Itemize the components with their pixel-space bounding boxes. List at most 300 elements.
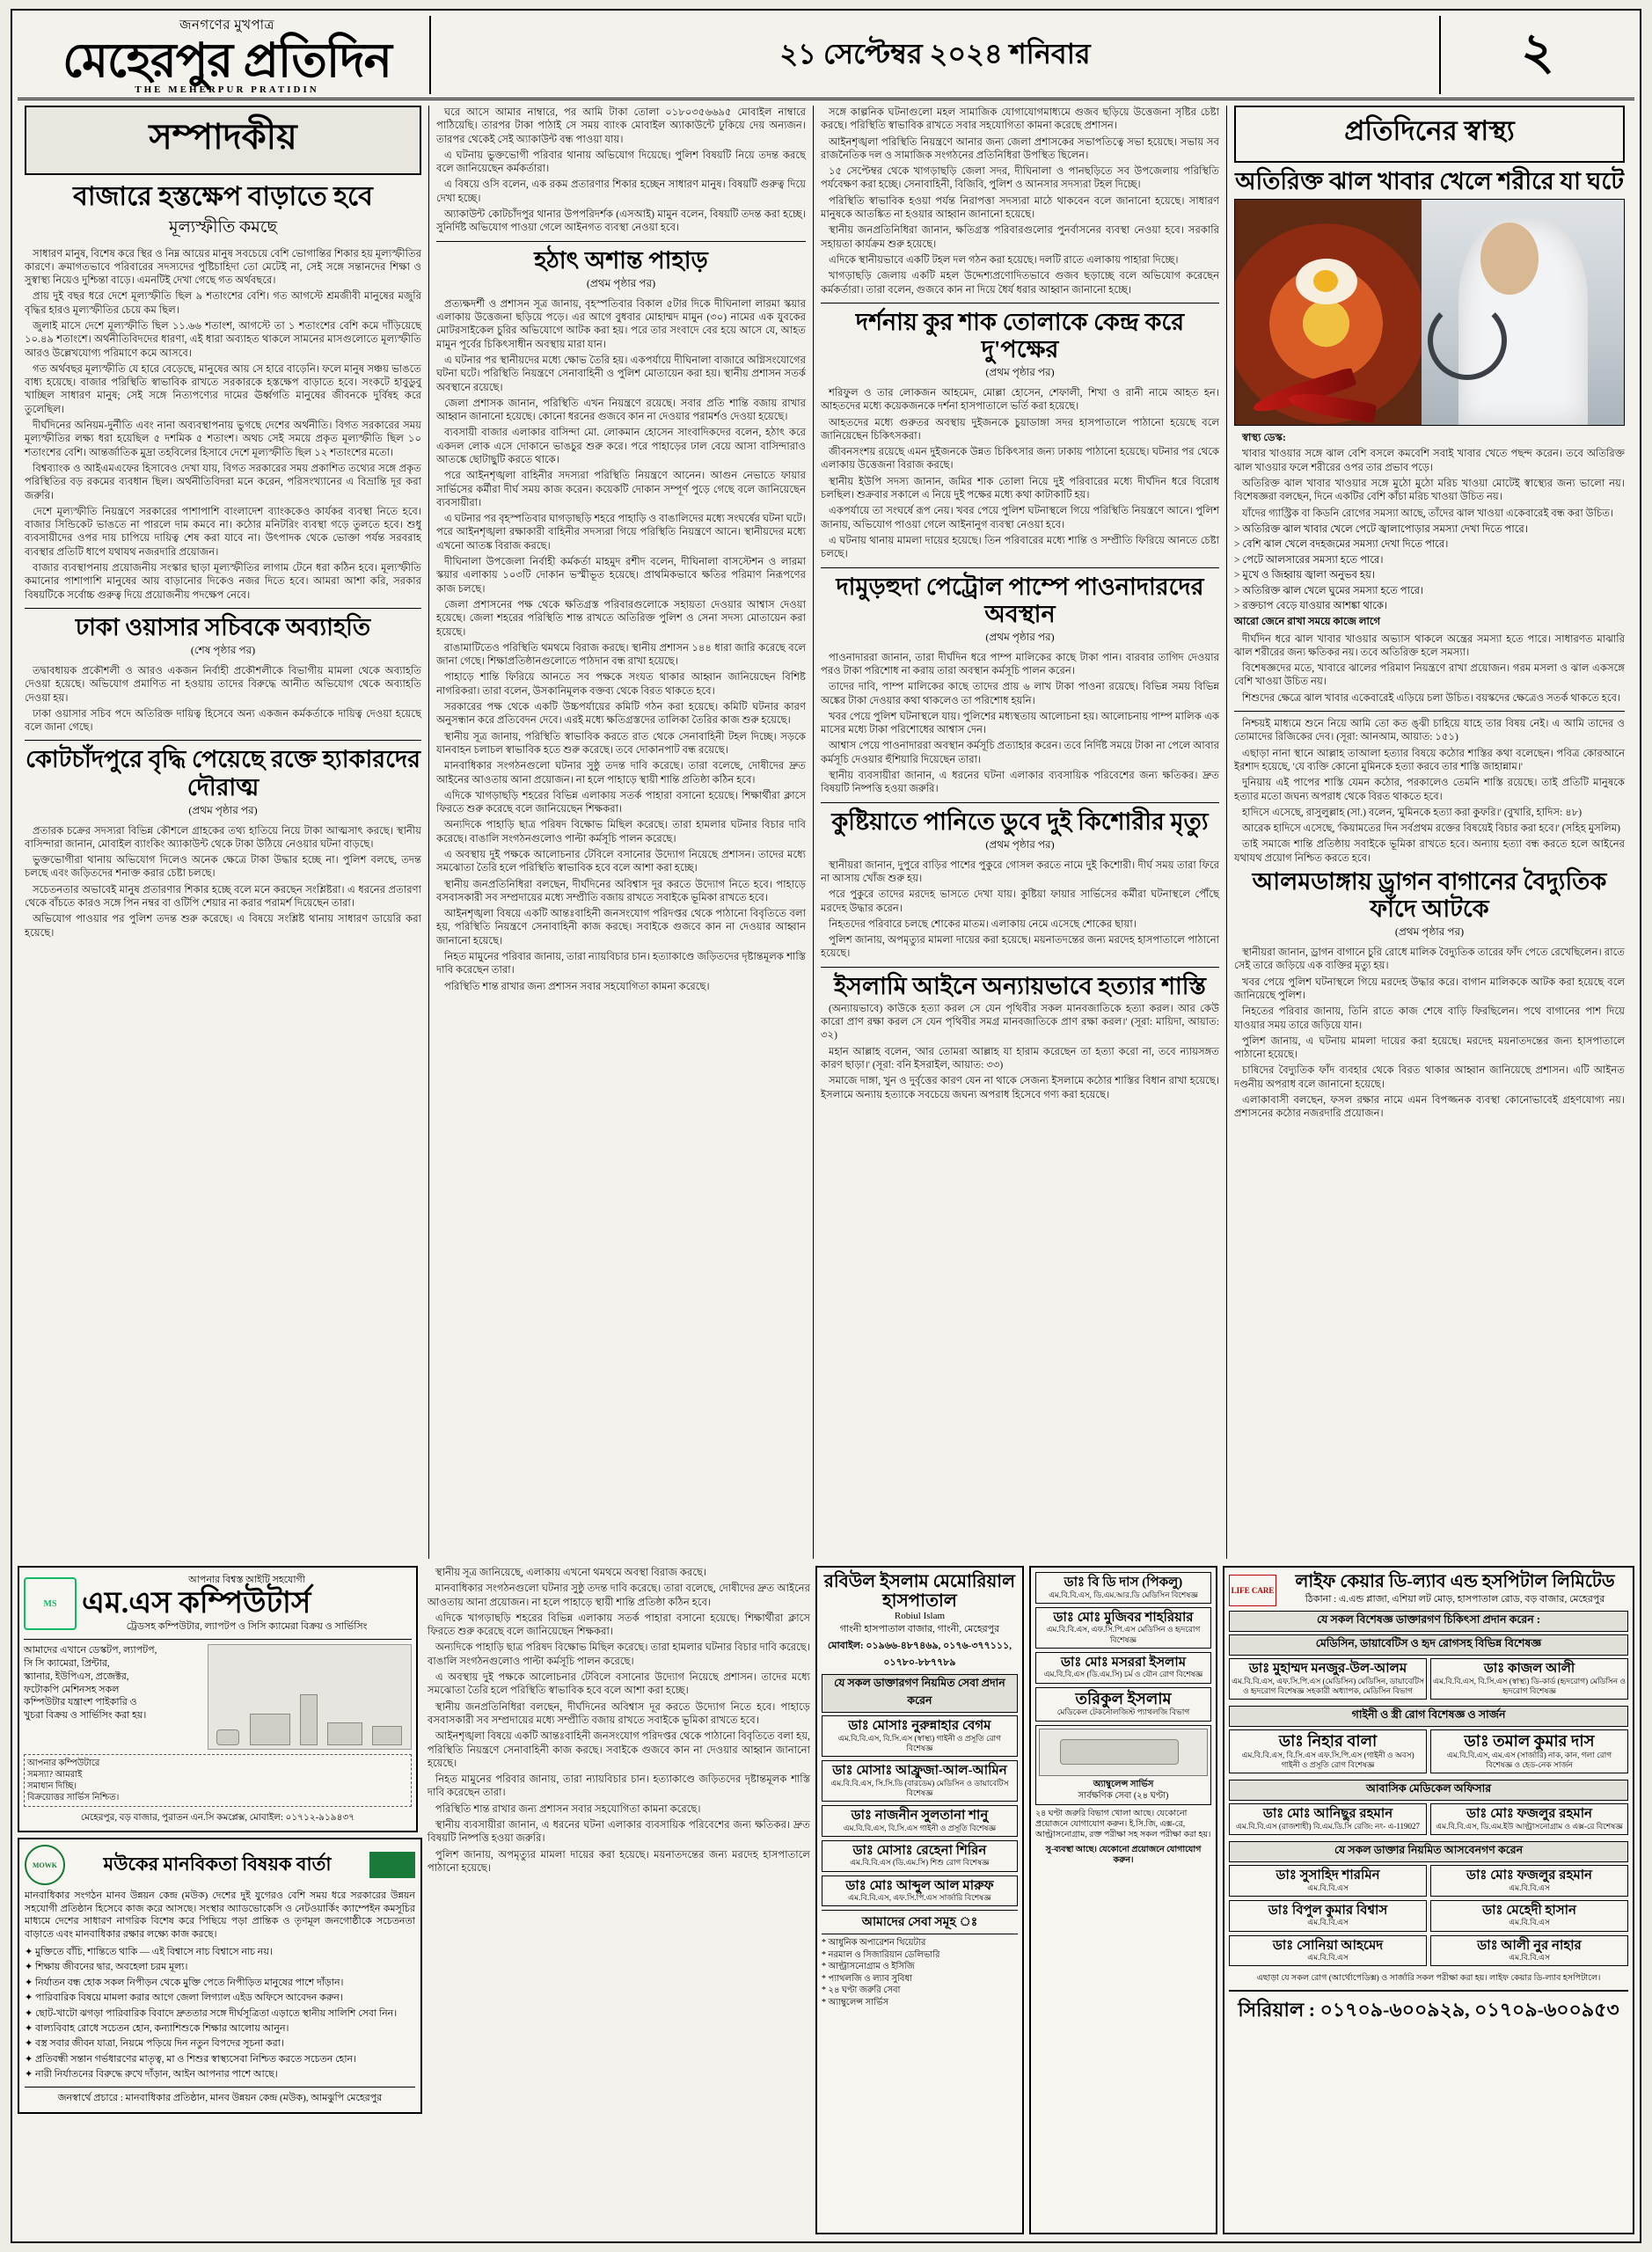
doctor-degrees: এম.বি.বি.এস (ডি.এম.সি) চর্ম ও যৌন রোগ বিশেষজ্ঞ [1043,1670,1203,1679]
bullet: > রক্তচাপ বেড়ে যাওয়ার আশঙ্কা থাকে। [1234,600,1388,612]
story-body-darshana [821,386,1219,561]
bullet: > বেশি ঝাল খেলে বদহজমের সমস্যা দেখা দিতে পারে। [1234,538,1449,551]
paragraph: আশ্বাস পেয়ে পাওনাদাররা অবস্থান কর্মসূচি প্রত্যাহার করেন। তবে নির্দিষ্ট সময়ে টাকা না পেলে আবার কর্মসূচি দেওয়ার হুঁশিয়ারি দিয়েছেন তারা। [821,740,1219,765]
doctor-card [1229,1803,1427,1835]
story-headline-kushtia: কুষ্টিয়াতে পানিতে ডুবে দুই কিশোরীর মৃত্যু [831,808,1209,835]
ad-life-care-hospital[interactable] [1223,1566,1634,2234]
paragraph: চাষিদের বৈদ্যুতিক ফাঁদ ব্যবহার থেকে বিরত থাকার আহ্বান জানিয়েছে প্রশাসন। এটি আইনত দণ্ডনীয় অপরাধ বলে জানানো হয়েছে। [1234,1064,1625,1090]
egg-icon [1296,259,1357,304]
paragraph: তদ্বাবধায়ক প্রকৌশলী ও আরও একজন নির্বাহী প্রকৌশলীকে বিভাগীয় মামলা থেকে অব্যাহতি দেওয়া হয়েছে। অভিযোগ প্রমাণিত না হওয়ায় তাদের বিরুদ্ধে আনীত অভিযোগ থেকে অব্যাহতি দেওয়া হয়। [25,664,421,704]
column-two-top [436,106,806,235]
service-item: * ২৪ ঘণ্টা জরুরি সেবা [821,1985,901,1996]
service-item: * অ্যাম্বুলেন্স সার্ভিস [821,1997,889,2007]
doctor-degrees: এম.বি.বি.এস [1307,1883,1349,1892]
paragraph: নিহতের পরিবার জানায়, তিনি রাতে কাজ শেষে বাড়ি ফিরছিলেন। পথে বাগানের পাশ দিয়ে যাওয়ার সময় তারে জড়িয়ে যান। [1234,1005,1625,1031]
line: সমাধান দিচ্ছি। [27,1781,77,1791]
masthead-tagline: জনগণের মুখপাত্র [179,18,275,33]
ambulance-note: সার্বক্ষণিক সেবা (২৪ ঘণ্টা) [1078,1790,1169,1801]
masthead-title: মেহেরপুর প্রতিদিন [62,34,391,87]
doctor-name: ডাঃ মোসাঃ নুরুন্নাহার বেগম [848,1719,991,1733]
doctor-degrees: এম.বি.বি.এস, এফ.সি.পি.এস (মেডিসিন) মেডিসিন, ডায়াবেটিস ও হৃদরোগ বিশেষজ্ঞ সহকারী অধ্যাপক, মেডিসিন বিভাগ [1232,1676,1424,1695]
continued-label: (প্রথম পৃষ্ঠার পর) [985,365,1055,378]
paragraph: পাওনাদাররা জানান, তারা দীর্ঘদিন ধরে পাম্প মালিকের কাছে টাকা পান। বারবার তাগিদ দেওয়ার পরও টাকা পরিশোধ না করায় তারা অবস্থান কর্মসূচি পালন করেন। [821,651,1219,676]
divider [24,1639,412,1640]
line: ফটোকপি মেশিনসহ সকল [24,1684,120,1695]
health-body-2 [1234,632,1625,705]
computer-products-illustration [208,1644,412,1750]
masthead-date: ২১ সেপ্টেম্বর ২০২৪ শনিবার [431,16,1441,94]
paragraph: মানবাধিকার সংগঠনগুলো ঘটনার সুষ্ঠু তদন্ত দাবি করেছে। তারা বলেছে, দোষীদের দ্রুত আইনের আওতায় আনা প্রয়োজন। না হলে পাহাড়ে স্থায়ী শান্তি প্রতিষ্ঠা কঠিন হবে। [436,760,806,786]
paragraph: হাদিসে এসেছে, রাসুলুল্লাহ (সা.) বলেন, 'মুমিনকে হত্যা করা কুফরি।' (বুখারি, হাদিস: ৪৮) [1242,806,1583,818]
paragraph: এছাড়া নানা স্থানে আল্লাহ তাআলা হত্যার বিষয়ে কঠোর শাস্তির কথা বলেছেন। পবিত্র কোরআনে ইরশাদ হয়েছে, 'যে ব্যক্তি কোনো মুমিনকে হত্যা করবে তার শাস্তি জাহান্নাম।' [1234,747,1625,772]
line: খুচরা বিক্রয় ও সার্ভিসিং করা হয়। [24,1710,147,1722]
doctor-degrees: এম.বি.বি.এস, বি.সি.এস (স্বাস্থ্য) ডি-কার্ড (হৃদরোগ) মেডিসিন ও হৃদরোগ বিশেষজ্ঞ [1433,1676,1626,1695]
point: ✦ বাল্যবিবাহ রোধে সচেতন হোন, কন্যাশিশুকে শিক্ষার আলোয় আনুন। [25,2022,289,2034]
paragraph: এ অবস্থায় দুই পক্ষকে আলোচনার টেবিলে বসানোর উদ্যোগ নিয়েছে প্রশাসন। তাদের মধ্যে সমঝোতা তৈরি হলে পরিস্থিতি স্বাভাবিক হবে বলে আশা করা হচ্ছে। [427,1671,810,1697]
paragraph: পুলিশ জানায়, অপমৃত্যুর মামলা দায়ের করা হয়েছে। ময়নাতদন্তের জন্য মরদেহ হাসপাতালে পাঠানো হয়েছে। [427,1848,810,1874]
editorial-body [25,247,421,602]
ad-ms-computers[interactable] [18,1566,418,1832]
column-health [1227,106,1632,1559]
continued-label: (প্রথম পৃষ্ঠার পর) [1394,925,1465,939]
ambulance-title: অ্যাম্বুলেন্স সার্ভিস [1093,1779,1154,1789]
paragraph: দীর্ঘদিন ধরে ঝাল খাবার খাওয়ার অভ্যাস থাকলে অন্ত্রের সমস্যা হতে পারে। সাধারণত মাঝারি ঝাল শরীরের জন্য ক্ষতিকর নয়। তবে অতিরিক্ত হলে সমস্যা। [1234,632,1625,658]
ad-subtitle: ট্রেডসহ কম্পিউটার, ল্যাপটপ ও সিসি ক্যামেরা বিক্রয় ও সার্ভিসিং [126,1621,368,1632]
life-care-logo-icon [1229,1575,1276,1606]
paragraph: সমাজে দাঙ্গা, খুন ও দুর্বৃত্তের কারণ যেন না থাকে সেজন্য ইসলামে কঠোর শাস্তির বিধান রাখা হয়েছে। ইসলামে অন্যায় হত্যাকে সবচেয়ে জঘন্য অপরাধ হিসেবে গণ্য করা হয়েছে। [821,1075,1219,1100]
ad-phone[interactable]: মোবাইল: ০১৯৬৬-৪৮৭৪৬৯, ০১৭৬-৩৭৭১১১, ০১৭৮০-৮৮৭৭৮৯ [827,1641,1012,1668]
paragraph: প্রায় দুই বছর ধরে দেশে মূল্যস্ফীতি ছিল ৯ শতাংশের বেশি। গত আগস্টে শ্রমজীবী মানুষের মজুরি বৃদ্ধির হারও মূল্যস্ফীতির চেয়ে কম ছিল। [25,290,421,316]
paragraph: ব্যবসায়ী বাজার এলাকার বাসিন্দা মো. লোকমান হোসেন সাংবাদিকদের বলেন, হঠাৎ করে একদল লোক এসে দোকানে ভাঙচুর শুরু করে। পরে পাহাড়ের ঢাল বেয়ে আসা বাসিন্দারাও আতঙ্কে ছোটাছুটি করতে থাকে। [436,427,806,465]
paragraph: পুলিশ জানায়, অপমৃত্যুর মামলা দায়ের করা হয়েছে। ময়নাতদন্তের জন্য মরদেহ হাসপাতালে পাঠানো হয়েছে। [821,934,1219,960]
service-item: * প্যাথলজি ও ল্যাব সুবিধা [821,1973,912,1984]
paragraph: যাঁদের গ্যাস্ট্রিক বা কিডনি রোগের সমস্যা আছে, তাঁদের ঝাল খাওয়া একেবারেই বন্ধ করা উচিত। [1242,507,1614,519]
ambulance-body: ২৪ ঘণ্টা জরুরি বিভাগ খোলা আছে। যেকোনো প্রয়োজনে যোগাযোগ করুন। ই.সি.জি, এক্স-রে, আল্ট্রাসনোগ্রাম, রক্ত পরীক্ষা সহ সকল পরীক্ষা করা হয়। [1034,1809,1211,1840]
continued-label: (প্রথম পৃষ্ঠার পর) [985,837,1055,851]
paragraph: তাদের দাবি, পাম্প মালিকের কাছে তাদের প্রায় ৬ লাখ টাকা পাওনা রয়েছে। বিভিন্ন সময় বিভিন্ন অঙ্কের টাকা দেওয়ার কথা থাকলেও তা পরিশোধ হয়নি। [821,681,1219,706]
doctor-degrees: এম.বি.বি.এস, ডি.এম.ইউ আল্ট্রাসনোগ্রাম ও এক্স-রে বিশেষজ্ঞ [1436,1821,1623,1831]
paragraph: রাঙামাটিতেও পরিস্থিতি থমথমে বিরাজ করছে। স্থানীয় প্রশাসন ১৪৪ ধারা জারি করেছে বলে জানা গেছে। শিক্ষাপ্রতিষ্ঠানগুলোতে পাঠদান বন্ধ রাখা হয়েছে। [436,641,806,668]
paragraph: এ ঘটনায় থানায় মামলা দায়ের হয়েছে। তিন পরিবারের মধ্যে শান্তি ও সম্প্রীতি ফিরিয়ে আনতে চেষ্টা চলছে। [821,534,1219,560]
paragraph: এ অবস্থায় দুই পক্ষকে আলোচনার টেবিলে বসানোর উদ্যোগ নিয়েছে প্রশাসন। তাদের মধ্যে সমঝোতা তৈরি হলে পরিস্থিতি স্বাভাবিক হবে বলে আশা করা হচ্ছে। [436,849,806,874]
story-body-hacker [25,824,421,940]
article-columns [18,106,1634,1559]
doctor-degrees: এম.বি.বি.এস (ডি.এম.সি) শিশু রোগ বিশেষজ্ঞ [850,1858,990,1868]
paragraph: বিশেষজ্ঞদের মতে, খাবারে ঝালের পরিমাণ নিয়ন্ত্রণে রাখা প্রয়োজন। গরম মসলা ও ঝাল একসঙ্গে বেশি খাওয়া উচিত নয়। [1234,662,1625,688]
health-bullets [1234,523,1625,629]
group-head-2: গাইনী ও স্ত্রী রোগ বিশেষজ্ঞ ও সার্জন [1229,1706,1628,1727]
line: সি সি ক্যামেরা, প্রিন্টার, [24,1657,110,1669]
bullet: > অতিরিক্ত ঝাল খাবার খেলে পেটে জ্বালাপোড়ার সমস্যা দেখা দিতে পারে। [1234,523,1528,535]
ad-robiul-hospital-doctors-2[interactable] [1029,1566,1217,2234]
point: ✦ শিক্ষায় জীবনের দ্বার, অবহেলা চরম মূল্য। [25,1962,188,1973]
ad-points [25,1946,415,2082]
divider [1234,711,1625,712]
doctor-card [1229,1900,1427,1932]
paragraph: (অন্যায়ভাবে) কাউকে হত্যা করল সে যেন পৃথিবীর সকল মানবজাতিকে হত্যা করল। আর কেউ কারো প্রাণ রক্ষা করল সে যেন পৃথিবীর সমগ্র মানবজাতিকে প্রাণ রক্ষা করল।' (সূরা: মায়িদা, আয়াত: ৩২) [821,1002,1219,1042]
ad-tagline: আপনার বিশ্বস্ত আইটি সহযোগী [188,1575,305,1585]
point: ✦ মুক্তিতে বাঁচি, শান্তিতে থাকি — এই বিশ্বাসে নাচ বিশ্বাসে নাচ নয়। [25,1946,273,1957]
paragraph: মানবাধিকার সংগঠনগুলো ঘটনার সুষ্ঠু তদন্ত দাবি করেছে। তারা বলেছে, দোষীদের দ্রুত আইনের আওতায় আনা প্রয়োজন। না হলে পাহাড়ে স্থায়ী শান্তি প্রতিষ্ঠা কঠিন হবে। [427,1583,810,1608]
paragraph: দেশে মূল্যস্ফীতি নিয়ন্ত্রণে সরকারের পাশাপাশি বাংলাদেশ ব্যাংককেও কার্যকর ব্যবস্থা নিতে হবে। বাজার সিন্ডিকেট ভাঙতে না পারলে দাম কমবে না। কঠোর মনিটরিং ব্যবস্থা গড়ে তুলতে হবে। শুধু ব্যবসায়ীদের ওপর দায় চাপিয়ে দায়িত্ব শেষ করা যাবে না। উৎপাদক থেকে ভোক্তা পর্যন্ত সরবরাহ ব্যবস্থার প্রতিটি ধাপে যথাযথ নজরদারি প্রয়োজন। [25,505,421,558]
ad-robiul-hospital[interactable] [815,1566,1024,2234]
column-three-top [821,106,1219,296]
continued-label: (প্রথম পৃষ্ঠার পর) [586,276,656,289]
doctor-name: তরিকুল ইসলাম [1075,1689,1172,1707]
doctor-degrees: এম.বি.বি.এস, এফ.সি.পি.এস মেডিসিন ও হৃদরোগ বিশেষজ্ঞ [1046,1625,1201,1644]
service-item: * আল্ট্রাসনোগ্রাম ও ইসিজি [821,1962,915,1972]
story-headline-hacker: কোটচাঁদপুরে বৃদ্ধি পেয়েছে রক্তে হ্যাকারদের দৌরাত্ম [25,746,421,801]
paragraph: স্থানীয় ব্যবসায়ীরা জানান, এ ধরনের ঘটনা এলাকার ব্যবসায়িক পরিবেশের জন্য ক্ষতিকর। দ্রুত বিষয়টি নিষ্পত্তি হওয়া জরুরি। [821,769,1219,795]
ad-serial-number[interactable]: সিরিয়াল : ০১৭০৯-৬০০৯২৯, ০১৭০৯-৬০০৯৫৩ [1229,1990,1628,2028]
paragraph: খাগড়াছড়ি জেলায় একটি মহল উদ্দেশ্যপ্রণোদিতভাবে গুজব ছড়াচ্ছে বলে অভিযোগ করেছেন কর্মকর্তারা। তারা বলেন, গুজবে কান না দিয়ে ধৈর্য ধরার আহ্বান জানানো হচ্ছে। [821,270,1219,296]
doctor-card [1229,1935,1427,1967]
masthead [18,16,1634,100]
paragraph: গত অর্থবছর মূল্যস্ফীতি যে হারে বেড়েছে, মানুষের আয় সে হারে বাড়েনি। ফলে মানুষ সঞ্চয় ভাঙতে বাধ্য হয়েছে। বাজার পরিস্থিতি স্বাভাবিক রাখতে সরকারকে হস্তক্ষেপ বাড়াতে হবে। সংকটে হাবুডুবু খাচ্ছিল সাধারণ মানুষ; সেই সঙ্গে নিত্যপণ্যের দামের ঊর্ধ্বগতি মানুষের জীবনকে দুর্বিষহ করে তুলেছিল। [25,362,421,415]
doctor-degrees: এম.বি.বি.এস [1509,1918,1550,1927]
paragraph: সচেতনতার অভাবেই মানুষ প্রতারণার শিকার হচ্ছে বলে মনে করছেন সংশ্লিষ্টরা। এ ধরনের প্রতারণা থেকে বাঁচতে কারও সঙ্গে পিন নম্বর বা ওটিপি শেয়ার না করার পরামর্শ দিয়েছেন তারা। [25,883,421,910]
line: সমস্যা? আমরাই [27,1770,83,1780]
ad-title: মউকের মানবিকতা বিষয়ক বার্তা [103,1853,332,1875]
health-banner: প্রতিদিনের স্বাস্থ্য [1234,106,1625,163]
ad-header [1229,1572,1628,1608]
health-byline: স্বাস্থ্য ডেস্ক: [1242,432,1286,444]
doctor-name: ডাঃ সুসাহিদ শারমিন [1276,1868,1380,1883]
ad-product-list [24,1644,202,1750]
divider [821,967,1219,968]
line: আমাদের এখানে ডেস্কটপ, ল্যাপটপ, [24,1645,157,1656]
doctor-name: ডাঃ তমাল কুমার দাস [1464,1732,1595,1750]
paragraph: অ্যাকাউন্ট কোটচাঁদপুর থানার উপপরিদর্শক (এসআই) মামুন বলেন, বিষয়টি তদন্ত করা হচ্ছে। সুনির্দিষ্ট অভিযোগ পাওয়া গেলে আইনগত ব্যবস্থা নেওয়া হবে। [436,208,806,234]
paragraph: এ ঘটনার পর বৃহস্পতিবার ঘাগড়াছড়ি শহরে পাহাড়ি ও বাঙালিদের মধ্যে সংঘর্ষের ঘটনা ঘটে। পরে আইনশৃঙ্খলা রক্ষাকারী বাহিনীর সদস্যরা গিয়ে পরিস্থিতি নিয়ন্ত্রণে আনে। স্থানীয়দের মধ্যে এখনো আতঙ্ক বিরাজ করছে। [436,513,806,552]
ad-header [24,1572,412,1635]
doctor-card [1430,1803,1628,1835]
column-two-continuation [428,1566,810,2234]
editorial-banner: সম্পাদকীয় [25,106,421,175]
doctor-card [822,1875,1018,1907]
paragraph: পরিস্থিতি স্বাভাবিক হওয়া পর্যন্ত নিরাপত্তা সদস্যরা মাঠে থাকবেন বলে জানানো হয়েছে। সাধারণ মানুষকে আতঙ্কিত না হওয়ার আহ্বান জানানো হয়েছে। [821,194,1219,221]
paragraph: খাবার খাওয়ার সঙ্গে ঝাল বেশি বসলে কমবেশি সবাই খাবার খেতে পছন্দ করেন। তবে অতিরিক্ত ঝাল খাওয়ার ফলে শরীরের ওপর তার প্রভাব পড়ে। [1234,448,1625,473]
paragraph: স্থানীয় জনপ্রতিনিধিরা বলছেন, দীর্ঘদিনের অবিশ্বাস দূর করতে উদ্যোগ নিতে হবে। পাহাড়ে বসবাসকারী সব সম্প্রদায়ের মধ্যে সম্প্রীতি বজায় রাখতে সবাইকে ভূমিকা রাখতে হবে। [436,878,806,903]
ambulance-icon [1039,1729,1208,1776]
paragraph: আইনশৃঙ্খলা বিষয়ে একটি আন্তঃবাহিনী জনসংযোগ পরিদপ্তর থেকে পাঠানো বিবৃতিতে বলা হয়, পরিস্থিতি নিয়ন্ত্রণে সেনাবাহিনী কাজ করছে। সবাইকে গুজবে কান না দেওয়ার আহ্বান জানানো হয়েছে। [436,908,806,947]
doctor-degrees: এম.বি.বি.এস, ডি.এম.আর.ডি মেডিসিন বিশেষজ্ঞ [1049,1590,1198,1599]
divider [25,608,421,609]
paragraph: আইনশৃঙ্খলা পরিস্থিতি নিয়ন্ত্রণে আনার জন্য জেলা প্রশাসকের সভাপতিত্বে সভা হয়েছে। সভায় সব রাজনৈতিক দল ও সামাজিক সংগঠনের প্রতিনিধিরা উপস্থিত ছিলেন। [821,135,1219,161]
editorial-subhead: মূল্যস্ফীতি কমছে [169,217,277,237]
paragraph: স্থানীয় জনপ্রতিনিধিরা জানান, ক্ষতিগ্রস্ত পরিবারগুলোর পুনর্বাসনের ব্যবস্থা নেওয়া হবে। সরকারি সহায়তা কার্যক্রম শুরু হয়েছে। [821,224,1219,250]
doctor-degrees: এম.বি.বি.এস (রাজশাহী) বি.এম.ডি.সি রেজি: নং- এ-119027 [1236,1821,1421,1831]
doctor-card [1430,1865,1628,1897]
paragraph: একপর্যায়ে তা সংঘর্ষে রূপ নেয়। খবর পেয়ে পুলিশ ঘটনাস্থলে গিয়ে পরিস্থিতি নিয়ন্ত্রণে আনে। পুলিশ জানায়, অভিযোগ পাওয়া গেলে আইনানুগ ব্যবস্থা নেওয়া হবে। [821,505,1219,530]
paragraph: জেলা প্রশাসনের পক্ষ থেকে ক্ষতিগ্রস্ত পরিবারগুলোকে সহায়তা দেওয়ার আশ্বাস দেওয়া হয়েছে। জেলা শহরের পরিস্থিতি শান্ত রাখতে অতিরিক্ত পুলিশ ও সেনা সদস্য মোতায়েন করা হয়েছে। [436,598,806,638]
paragraph: সঙ্গে কাল্পনিক ঘটনাগুলো মহল সামাজিক যোগাযোগমাধ্যমে গুজব ছড়িয়ে উত্তেজনা সৃষ্টির চেষ্টা করছে। পরিস্থিতি স্বাভাবিক রাখতে সবার সহযোগিতা কামনা করেছে প্রশাসন। [821,106,1219,132]
story-body-islam-law [821,1002,1219,1101]
ad-services-head: আমাদের সেবা সমূহ ঃ [822,1910,1018,1934]
service-item: * আধুনিক অপারেশন থিয়েটার [821,1938,926,1949]
column-two [429,106,814,1559]
doctor-card [1035,1572,1211,1604]
paragraph: দীঘিনালা উপজেলা নির্বাহী কর্মকর্তা মাহমুদ রশীদ বলেন, দীঘিনালা বাসস্টেশন ও লারমা স্কয়ার এলাকায় ১০৩টি দোকান ভস্মীভূত হয়েছে। প্রাথমিকভাবে ক্ষতির পরিমাণ নিরূপণের কাজ চলছে। [436,556,806,595]
doctor-name: ডাঃ মোসাঃ আফ্রুজা-আল-আমিন [832,1764,1007,1778]
doctor-name: ডাঃ নিহার বালা [1278,1732,1378,1750]
paragraph: নিহত মামুনের পরিবার জানায়, তারা ন্যায়বিচার চান। হত্যাকাণ্ডে জড়িতদের দৃষ্টান্তমূলক শাস্তি দাবি করেছেন তারা। [436,951,806,976]
doctor-card [822,1715,1018,1757]
paragraph: বিশ্বব্যাংক ও আইএমএফের হিসাবেও দেখা যায়, বিগত সরকারের সময় প্রকাশিত তথ্যের সঙ্গে প্রকৃত পরিস্থিতির বড় রকমের ব্যবধান ছিল। অর্থনীতিবিদরা মনে করেন, পরিসংখ্যানের এ বিভ্রান্তি দূর করা জরুরি। [25,462,421,501]
divider [25,740,421,741]
line: কম্পিউটার যন্ত্রাংশ পাইকারি ও [24,1697,137,1708]
doctor-card [822,1760,1018,1802]
doctor-grid-2 [1229,1729,1628,1777]
paragraph: বাজার ব্যবস্থাপনায় প্রয়োজনীয় সংস্কার ছাড়া মূল্যস্ফীতির লাগাম টেনে ধরা কঠিন হবে। মূল্যস্ফীতি কমানোর পাশাপাশি মানুষের আয় বাড়ানোর দিকেও নজর দিতে হবে। আমরা আশা করি, সরকার বিষয়টিকে সর্বোচ্চ গুরুত্ব দিয়ে প্রয়োজনীয় পদক্ষেপ নেবে। [25,562,421,601]
doctor-card [1430,1658,1628,1700]
editorial-headline: বাজারে হস্তক্ষেপ বাড়াতে হবে [73,182,373,211]
paragraph: প্রত্যক্ষদর্শী ও প্রশাসন সূত্র জানায়, বৃহস্পতিবার বিকাল ৫টার দিকে দীঘিনালা লারমা স্কয়ার এলাকায় উত্তেজনা ছড়িয়ে পড়ে। এর আগে বুধবার মোহাম্মদ মামুন (৩০) নামের এক যুবকের মোটরসাইকেল চুরির অভিযোগে আটক করা হয়। পরে তার সংবাদে বের হয়ে আসে যে, আহত মামুন পূর্বের চিকিৎসাধীন অবস্থায় মারা যান। [436,297,806,350]
paragraph: অন্যদিকে পাহাড়ি ছাত্র পরিষদ বিক্ষোভ মিছিল করেছে। তারা হামলার ঘটনার বিচার দাবি করেছে। বাঙালি সংগঠনগুলোও পাল্টা কর্মসূচি পালন করেছে। [427,1641,810,1667]
doctor-card [822,1840,1018,1872]
doctor-degrees: এম.বি.বি.এস, বি.সি.এস গাইনী ও প্রসূতি বিশেষজ্ঞ [843,1823,997,1832]
chili-icon [1287,389,1377,423]
advertisement-row [18,1566,1634,2234]
ad-callout [24,1754,412,1807]
doctor-card [1229,1658,1427,1700]
paragraph: জীবনসংশয় রয়েছে এমন দুইজনকে উন্নত চিকিৎসার জন্য ঢাকায় পাঠানো হয়েছে। ঘটনার পর থেকে এলাকায় উত্তেজনা বিরাজ করছে। [821,446,1219,472]
point: ✦ প্রতিবন্ধী সন্তান গর্ভধারণের মাতৃত্ব, মা ও শিশুর স্বাস্থ্যসেবা নিশ্চিত করতে সচেতন হোন। [25,2053,357,2065]
spicy-food-image [1235,200,1437,425]
page-number: ২ [1521,23,1554,80]
ad-section-head: যে সকল বিশেষজ্ঞ ডাক্তারগণ চিকিৎসা প্রদান করেন : [1229,1611,1628,1632]
doctor-card [822,1805,1018,1837]
ad-address: গাংনী হাসপাতাল বাজার, গাংনী, মেহেরপুর [839,1624,1000,1634]
paragraph: শিশুদের ক্ষেত্রে ঝাল খাবার একেবারেই এড়িয়ে চলা উচিত। বয়স্কদের ক্ষেত্রেও সতর্ক থাকতে হবে। [1242,691,1621,704]
paragraph: ঢাকা ওয়াসার সচিব পদে অতিরিক্ত দায়িত্ব হিসেবে অন্য একজন কর্মকর্তাকে দায়িত্ব দেওয়া হয়েছে বলে জানা গেছে। [25,707,421,734]
paragraph: অতিরিক্ত ঝাল খাবার খাওয়ার সঙ্গে মুঠো মুঠো মরিচ খাওয়া মোটেই স্বাস্থ্যের জন্য ভালো নয়। বিশেষজ্ঞরা বলছেন, দিনে একটির বেশি কাঁচা মরিচ খাওয়া উচিত নয়। [1234,477,1625,503]
doctor-degrees: এম.বি.বি.এস, সি.সি.ডি (বারডেম) মেডিসিন ও ডায়াবেটিস বিশেষজ্ঞ [830,1778,1009,1797]
paragraph: তাই সমাজে শান্তি প্রতিষ্ঠায় সবাইকে ভূমিকা রাখতে হবে। অন্যায় হত্যা বন্ধ করতে হলে আইনের যথাযথ প্রয়োগ নিশ্চিত করতে হবে। [1234,838,1625,864]
ad-contact[interactable]: মেহেরপুর, বড় বাজার, পুরাতন এন.সি কমপ্লেক্স, মোবাইল: ০১৭১২-৯১৯৪৩৭ [80,1813,355,1823]
paragraph: নিহতদের পরিবারে চলছে শোকের মাতম। এলাকায় নেমে এসেছে শোকের ছায়া। [829,918,1137,930]
paragraph: পাহাড়ে শান্তি ফিরিয়ে আনতে সব পক্ষকে সংযত থাকার আহ্বান জানিয়েছেন বিশিষ্ট নাগরিকরা। তারা বলেন, উসকানিমূলক বক্তব্য থেকে বিরত থাকতে হবে। [436,671,806,697]
mowk-badge-icon [369,1852,415,1878]
point: ✦ পারিবারিক বিষয়ে মামলা করার আগে জেলা লিগ্যাল এইড অফিসে আবেদন করুন। [25,1992,343,2004]
column-three [814,106,1227,1559]
point: ✦ ছোট-খাটো ঝগড়া পারিবারিক বিবাদে দ্রুততার সঙ্গে দীর্ঘসূত্রিতা এড়াতে স্থানীয় সালিশি সেবা নিন। [25,2007,398,2019]
paragraph: জুলাই মাসে দেশে মূল্যস্ফীতি ছিল ১১.৬৬ শতাংশ, আগস্টে তা ১ শতাংশের বেশি কমে দাঁড়িয়েছে ১০.৪৯ শতাংশে। অর্থনীতিবিদদের ধারণা, এই ধারা অব্যাহত থাকলে সামনের মাসগুলোতে মূল্যস্ফীতি আরও উল্লেখযোগ্য পরিমাণে কমে আসবে। [25,319,421,359]
continued-label: (শেষ পৃষ্ঠার পর) [190,643,256,656]
ad-title: এম.এস কম্পিউটার্স [82,1587,311,1620]
paragraph: স্থানীয়রা জানান, দুপুরে বাড়ির পাশের পুকুরে গোসল করতে নামে দুই কিশোরী। দীর্ঘ সময় তারা ফিরে না আসায় খোঁজ শুরু হয়। [821,859,1219,884]
divider [821,802,1219,803]
tower-pc-icon [300,1694,318,1745]
paper-sheet [11,9,1641,2243]
ad-regular-head: যে সকল ডাক্তার নিয়মিত আসবেনগণ করেন [1229,1841,1628,1862]
doctor-card [1229,1865,1427,1897]
paragraph: মহান আল্লাহ বলেন, 'আর তোমরা আল্লাহ যা হারাম করেছেন তা হত্যা করো না, তবে ন্যায়সঙ্গত কারণ ছাড়া।' (সূরা: বনি ইসরাইল, আয়াত: ৩৩) [821,1045,1219,1071]
doctor-card [1229,1729,1427,1773]
point: ✦ নারী নির্যাতনের বিরুদ্ধে রুখে দাঁড়ান, আইন আপনার পাশে আছে। [25,2069,278,2080]
doctor-name: ডাঃ কাজল আলী [1483,1662,1575,1676]
group-head-3: আবাসিক মেডিকেল অফিসার [1229,1780,1628,1801]
doctor-name: ডাঃ মেহেদী হাসান [1482,1903,1576,1918]
masthead-subtitle: THE MEHERPUR PRATIDIN [135,84,319,95]
bullet-note: আরো জেনে রাখা সময়ে কাজে লাগে [1234,616,1381,628]
paragraph: দুনিয়ায় এই পাপের শাস্তি যেমন কঠোর, পরকালেও তেমনি শাস্তি রয়েছে। তাই প্রতিটি মানুষকে হত্যার মতো জঘন্য অপরাধ থেকে বিরত থাকতে হবে। [1234,777,1625,802]
health-headline: অতিরিক্ত ঝাল খাবার খেলে শরীরে যা ঘটে [1235,168,1624,194]
ad-body [24,1644,412,1750]
paragraph: পরিস্থিতি শান্ত রাখার জন্য প্রশাসন সবার সহযোগিতা কামনা করেছে। [435,1802,701,1815]
line: স্ক্যানার, ইউপিএস, প্রজেক্টর, [24,1671,129,1682]
doctor-name: ডাঃ মুহাম্মদ মনজুর-উল-আলম [1248,1662,1407,1676]
ad-product-image [208,1644,412,1750]
ad-header [25,1845,415,1885]
paragraph: অভিযোগ পাওয়ার পর পুলিশ তদন্ত শুরু করেছে। এ বিষয়ে সংশ্লিষ্ট থানায় সাধারণ ডায়েরি করা হয়েছে। [25,913,421,939]
ad-mowk[interactable] [18,1838,422,2114]
paragraph: দীর্ঘদিনের অনিয়ম-দুর্নীতি এবং নানা অব্যবস্থাপনায় ভুগছে দেশের অর্থনীতি। বিগত সরকারের সময় মূল্যস্ফীতির লক্ষ্য ধরা হয়েছিল ৫ দশমিক ৫ শতাংশ। অথচ সেই সময়ে প্রকৃত মূল্যস্ফীতি ছিল ১০ শতাংশের বেশি। আন্তর্জাতিক মুদ্রা তহবিলের হিসাবে দেশে মূল্যস্ফীতি ছিল ১২ শতাংশের মতো। [25,420,421,458]
ambulance-block[interactable] [1035,1725,1211,1805]
doctor-name: ডাঃ বিপুল কুমার বিশ্বাস [1268,1903,1388,1918]
story-headline-wasa: ঢাকা ওয়াসার সচিবকে অব্যাহতি [75,613,371,640]
story-body-petrol-pump [821,651,1219,796]
ms-logo-icon: MS [24,1577,77,1630]
doctor-card [1430,1935,1628,1967]
story-body-wasa [25,664,421,734]
story-headline-darshana: দর্শনায় কুর শাক তোলাকে কেন্দ্র করে দু'পক্ষের [855,308,1185,362]
doctor-name: ডাঃ মোঃ মুজিবর শাহরিয়ার [1053,1610,1194,1625]
paragraph: পুলিশ জানায়, এ ঘটনায় মামলা দায়ের করা হয়েছে। মরদেহ ময়নাতদন্তের জন্য হাসপাতালে পাঠানো হয়েছে। [1234,1035,1625,1061]
doctor-degrees: এম.বি.বি.এস [1509,1953,1550,1963]
doctor-degrees: এম.বি.বি.এস [1307,1918,1349,1927]
doctor-degrees: এম.বি.বি.এস, বি.সি.এস (স্বাস্থ্য) গাইনী ও প্রসূতি রোগ বিশেষজ্ঞ [837,1733,1002,1752]
story-body-kushtia [821,859,1219,961]
printer-icon [372,1726,402,1745]
health-body [1234,431,1625,520]
paragraph: খবর পেয়ে পুলিশ ঘটনাস্থলে গিয়ে মরদেহ উদ্ধার করে। বাগান মালিককে আটক করা হয়েছে বলে জানিয়েছে পুলিশ। [1234,976,1625,1001]
continued-label: (প্রথম পৃষ্ঠার পর) [985,630,1055,643]
ad-title: লাইফ কেয়ার ডি-ল্যাব এন্ড হসপিটাল লিমিটেড [1295,1572,1615,1591]
doctor-grid-1 [1229,1658,1628,1703]
doctor-card [1430,1729,1628,1773]
masthead-logo-block [18,16,431,94]
paragraph: এদিকে খাগড়াছড়ি শহরের বিভিন্ন এলাকায় সতর্ক পাহারা বসানো হয়েছে। শিক্ষার্থীরা ক্লাসে ফিরতে শুরু করেছে বলে জানিয়েছেন শিক্ষকরা। [427,1612,810,1638]
paragraph: স্থানীয় ইউপি সদস্য জানান, জমির শাক তোলা নিয়ে দুই পরিবারের মধ্যে দীর্ঘদিন ধরে বিরোধ চলছিল। শুক্রবার সকালে এ নিয়ে দুই পক্ষের মধ্যে কথা কাটাকাটি হয়। [821,475,1219,501]
paragraph: আরেক হাদিসে এসেছে, 'কিয়ামতের দিন সর্বপ্রথম রক্তের বিষয়েই বিচার করা হবে।' (সহিহ মুসলিম) [1242,823,1621,835]
doctor-head [1480,223,1539,295]
continued-label: (প্রথম পৃষ্ঠার পর) [188,803,258,816]
quran-passages [1234,717,1625,865]
story-headline-dragon: আলমডাঙ্গায় ড্রাগন বাগানের বৈদ্যুতিক ফাঁদে আটকে [1252,868,1607,923]
doctor-list-2 [1035,1572,1211,1722]
ad-body: মানবাধিকার সংগঠন মানব উন্নয়ন কেন্দ্র (মউক) দেশের দুই যুগেরও বেশি সময় ধরে সরকারের উন্নয়ন সহযোগী প্রতিষ্ঠান হিসেবে কাজ করে আসছে। সংস্থার অ্যাডভোকেসি ও নেটওয়ার্কিং ক্যাম্পেইন কমসূচির মাধ্যমে দেশের সাধারণ নাগরিক বিশেষ করে পিছিয়ে পড়া প্রান্তিক ও তৃণমূল জনগোষ্ঠীকে সচেতনতা বাড়াতে এবং মানবাধিকার রক্ষার লক্ষ্যে কাজ করছে। [25,1890,415,1941]
line: আপনার কম্পিউটারে [27,1758,100,1768]
paragraph: ঘরে আসে আমার নাম্বারে, পর আমি টাকা তোলা ০১৮০৩৫৬৬৯৫ মোবাইল নাম্বারে পাঠিয়েছি। তারপর টাকা পাঠাই সে সময় ব্যাংক মোবাইল অ্যাকাউন্টে ঢুকিয়ে দেয় অন্যজন। তারপর থেকেই সেই অ্যাকাউন্ট বন্ধ পাওয়া যায়। [436,106,806,145]
ad-title: রবিউল ইসলাম মেমোরিয়াল হাসপাতাল [823,1572,1016,1611]
doctor-name: ডাঃ মোঃ ফজলুর রহমান [1466,1807,1593,1822]
ambulance-footer: সু-ব্যবস্থা আছে। যেকোনো প্রয়োজনে যোগাযোগ করুন। [1045,1845,1202,1865]
doctor-degrees: এম.বি.বি.এস [1509,1883,1550,1892]
story-headline-pahar: হঠাৎ অশান্ত পাহাড় [534,246,708,274]
paragraph: খবর পেয়ে পুলিশ ঘটনাস্থলে যায়। পুলিশের মধ্যস্থতায় আলোচনা হয়। আলোচনায় পাম্প মালিক এক মাসের মধ্যে টাকা পরিশোধের আশ্বাস দেন। [821,710,1219,736]
paragraph: এদিকে খাগড়াছড়ি শহরের বিভিন্ন এলাকায় সতর্ক পাহারা বসানো হয়েছে। শিক্ষার্থীরা ক্লাসে ফিরতে শুরু করেছে বলে জানিয়েছেন শিক্ষকরা। [436,789,806,815]
paragraph: আইনশৃঙ্খলা বিষয়ে একটি আন্তঃবাহিনী জনসংযোগ পরিদপ্তর থেকে পাঠানো বিবৃতিতে বলা হয়, পরিস্থিতি নিয়ন্ত্রণে সেনাবাহিনী কাজ করছে। সবাইকে গুজবে কান না দেওয়ার আহ্বান জানানো হয়েছে। [427,1730,810,1769]
doctor-name: ডাঃ মোঃ আব্দুল আল মারুফ [845,1878,994,1893]
group-head-1: মেডিসিন, ডায়াবেটিস ও হৃদ রোগসহ বিভিন্ন বিশেষজ্ঞ [1229,1634,1628,1656]
paragraph: এ ঘটনার পর স্থানীয়দের মধ্যে ক্ষোভ তৈরি হয়। একপর্যায়ে দীঘিনালা বাজারে অগ্নিসংযোগের ঘটনা ঘটে। পরিস্থিতি নিয়ন্ত্রণে সেনাবাহিনী ও পুলিশ মোতায়েন করা হয়। স্থানীয় প্রশাসন সতর্ক অবস্থানে রয়েছে। [436,354,806,393]
point: ✦ নির্যাতন বন্ধ হোক সকল নিপীড়ন থেকে মুক্তি পেতে নিপীড়িত মানুষের পাশে দাঁড়ান। [25,1977,344,1988]
paragraph: এ ঘটনায় ভুক্তভোগী পরিবার থানায় অভিযোগ দিয়েছে। পুলিশ বিষয়টি নিয়ে তদন্ত করছে বলে জানিয়েছেন কর্মকর্তারা। [436,149,806,175]
doctor-name: ডাঃ মোঃ আনিছুর রহমান [1262,1807,1393,1822]
ad-brand: Robiul Islam [894,1611,946,1621]
paragraph: প্রতারক চক্রের সদস্যরা বিভিন্ন কৌশলে গ্রাহকের তথ্য হাতিয়ে নিয়ে টাকা আত্মসাৎ করছে। স্থানীয় বাসিন্দারা জানান, মোবাইল ব্যাংকিং অ্যাকাউন্ট থেকে টাকা উঠিয়ে নেওয়ার ঘটনা বাড়ছে। [25,824,421,850]
doctor-name: ডাঃ বি ডি দাস (পিকলু) [1064,1576,1183,1590]
paragraph: সাধারণ মানুষ, বিশেষ করে স্থির ও নিম্ন আয়ের মানুষ সবচেয়ে বেশি ভোগান্তির শিকার হয় মূল্যস্ফীতির কারণে। ক্রমাগতভাবে পরিবারের সদস্যদের পুষ্টিচাহিদা তো মেটেই না, সেই সঙ্গে সন্তানদের শিক্ষা ও সুস্বাস্থ্য নিয়েও দুশ্চিন্তা বাড়ে। এমনটিই দেখা গেছে গত অর্থবছরে। [25,247,421,287]
paragraph: স্থানীয় জনপ্রতিনিধিরা বলছেন, দীর্ঘদিনের অবিশ্বাস দূর করতে উদ্যোগ নিতে হবে। পাহাড়ে বসবাসকারী সব সম্প্রদায়ের মধ্যে সম্প্রীতি বজায় রাখতে সবাইকে ভূমিকা রাখতে হবে। [427,1700,810,1726]
cctv-camera-icon [216,1729,239,1745]
laptop-icon [327,1722,362,1745]
divider [436,241,806,242]
column-editorial [18,106,429,1559]
paragraph: এদিকে স্থানীয়ভাবে একটি টহল দল গঠন করা হয়েছে। দলটি রাতে এলাকায় পাহারা দিচ্ছে। [829,253,1179,266]
paragraph: নিশ্চয়ই মাধ্যমে শুনে নিয়ে আমি তো কত ঙ্ঝী চাহিয়ে যাহে তার বিষয় নেই। এ আমি তাদের ও তোমাদের রিজিকের দেব। (সূরা: আনআম, আয়াত: ১৫১) [1234,718,1625,743]
paragraph: অন্যদিকে পাহাড়ি ছাত্র পরিষদ বিক্ষোভ মিছিল করেছে। তারা হামলার ঘটনার বিচার দাবি করেছে। বাঙালি সংগঠনগুলোও পাল্টা কর্মসূচি পালন করেছে। [436,819,806,844]
doctor-grid-3 [1229,1803,1628,1839]
paragraph: ১৫ সেপ্টেম্বর থেকে খাগড়াছড়ি জেলা সদর, দীঘিনালা ও পানছড়িতে সব উপজেলায় পরিস্থিতি পর্যবেক্ষণ করা হচ্ছে। সেনাবাহিনী, বিজিবি, পুলিশ ও আনসার সদস্যরা টহল দিচ্ছে। [821,165,1219,191]
paragraph: নিহত মামুনের পরিবার জানায়, তারা ন্যায়বিচার চান। হত্যাকাণ্ডে জড়িতদের দৃষ্টান্তমূলক শাস্তি দাবি করেছেন তারা। [427,1773,810,1799]
doctor-name: ডাঃ আলী নুর নাহার [1477,1938,1582,1953]
doctor-name: ডাঃ সোনিয়া আহমেদ [1272,1938,1384,1953]
paragraph: স্থানীয় সূত্র জানায়, পরিস্থিতি স্বাভাবিক করতে রাত থেকে সেনাবাহিনী টহল দিচ্ছে। সড়কে যানবাহন চলাচল স্বাভাবিক হতে শুরু করেছে। তবে দোকানপাট বন্ধ রয়েছে। [436,730,806,756]
ad-footer: জনস্বার্থে প্রচারে : মানবাধিকার প্রতিষ্ঠান, মানব উন্নয়ন কেন্দ্র (মউক), আমঝুপি মেহেরপুর [25,2087,415,2107]
doctor-degrees: এম.বি.বি.এস, এম.এস (সার্জারি) নাক, কান, গলা রোগ বিশেষজ্ঞ ও হেড-নেক সার্জন [1446,1750,1612,1770]
paragraph: স্থানীয়রা জানান, ড্রাগন বাগানে চুরি রোধে মালিক বৈদ্যুতিক তারের ফাঁদ পেতে রেখেছিলেন। রাতে সেই তারে জড়িয়ে এক ব্যক্তির মৃত্যু হয়। [1234,947,1625,972]
paragraph: এলাকাবাসী বলছেন, ফসল রক্ষার নামে এমন বিপজ্জনক ব্যবস্থা কোনোভাবেই গ্রহণযোগ্য নয়। প্রশাসনের কঠোর নজরদারি প্রয়োজন। [1234,1094,1625,1120]
doctor-name: ডাঃ মোঃ ফজলুর রহমান [1466,1868,1593,1883]
point: ✦ বস্ত্র সবার জীবন যাত্রা, নিয়মে পড়িয়ে দিন নতুন বিপদের সূচনা করা। [25,2038,284,2050]
doctor-card [1035,1652,1211,1684]
story-body-dragon [1234,946,1625,1121]
doctor-name: ডাঃ মোঃ মসররা ইসলাম [1060,1655,1187,1670]
doctor-card [1035,1607,1211,1649]
paragraph: পরিস্থিতি শান্ত রাখার জন্য প্রশাসন সবার সহযোগিতা কামনা করেছে। [444,980,710,992]
doctor-name: ডাঃ নাজনীন সুলতানা শানু [851,1809,989,1823]
paragraph: স্থানীয় ব্যবসায়ীরা জানান, এ ধরনের ঘটনা এলাকার ব্যবসায়িক পরিবেশের জন্য ক্ষতিকর। দ্রুত বিষয়টি নিষ্পত্তি হওয়া জরুরি। [427,1819,810,1845]
paragraph: পরে আইনশৃঙ্খলা বাহিনীর সদস্যরা পরিস্থিতি নিয়ন্ত্রণে আনেন। আগুন নেভাতে ফায়ার সার্ভিসের কর্মীরা দীর্ঘ সময় কাজ করেন। কয়েকটি দোকান সম্পূর্ণ পুড়ে গেছে বলে জানিয়েছেন ব্যবসায়ীরা। [436,470,806,508]
line: বিক্রয়োত্তর সার্ভিস নিশ্চিত। [27,1793,120,1802]
logo-text: MOWK [33,1861,57,1869]
ad-stack-left [18,1566,422,2234]
paragraph: পরে পুকুরে তাদের মরদেহ ভাসতে দেখা যায়। কুষ্টিয়া ফায়ার সার্ভিসের কর্মীরা ঘটনাস্থলে পৌঁছে মরদেহ উদ্ধার করেন। [821,888,1219,914]
doctor-degrees: এম.বি.বি.এস [1307,1953,1349,1963]
doctor-degrees: এম.বি.বি.এস, এফ.সি.পি.এস সার্জারি বিশেষজ্ঞ [848,1893,991,1902]
ad-note: এছাড়া যে সকল রোগ (আর্থোপেডিক্স) ও সার্জারি সকল পরীক্ষা করা হয়। লাইফ কেয়ার ডি-ল্যাব হসপিটালে। [1256,1974,1601,1984]
bullet: > অতিরিক্ত ঝাল খেলে ঘুমের সমস্যা হতে পারে। [1234,584,1424,596]
paragraph: ভুক্তভোগীরা থানায় অভিযোগ দিলেও অনেক ক্ষেত্রে টাকা উদ্ধার হচ্ছে না। পুলিশ বলছে, তদন্ত চলছে এবং জড়িতদের শনাক্ত করার চেষ্টা চলছে। [25,854,421,880]
ad-address: ঠিকানা : এ.এন্ড প্লাজা, এশিয়া লট মোড়, হাসপাতাল রোড, বড় বাজার, মেহেরপুর [1305,1594,1605,1605]
paragraph: সরকারের পক্ষ থেকে একটি উচ্চপর্যায়ের কমিটি গঠন করা হয়েছে। কমিটি ঘটনার কারণ অনুসন্ধান করে প্রতিবেদন দেবে। এরই মধ্যে ক্ষতিগ্রস্তদের তালিকা তৈরির কাজ শুরু হয়েছে। [436,701,806,727]
logo-text: LIFE CARE [1231,1585,1275,1595]
bullet: > মুখে ও জিহ্বায় জ্বালা অনুভব হয়। [1234,569,1375,581]
bullet: > পেটে আলসারের সমস্যা হতে পারে। [1234,553,1384,566]
ad-section-head: যে সকল ডাক্তারগণ নিয়মিত সেবা প্রদান করেন [822,1674,1018,1713]
divider [821,567,1219,568]
health-photo [1234,199,1625,426]
paragraph: জেলা প্রশাসক জানান, পরিস্থিতি এখন নিয়ন্ত্রণে রয়েছে। সবার প্রতি শান্তি বজায় রাখার আহ্বান জানানো হয়েছে। কোনো ধরনের গুজবে কান না দেওয়ার পরামর্শও দেওয়া হয়েছে। [436,397,806,423]
story-headline-islam-law: ইসলামি আইনে অন্যায়ভাবে হত্যার শাস্তি [834,972,1206,999]
service-item: * নরমাল ও সিজারিয়ান ডেলিভারি [821,1949,940,1960]
paragraph: আহতদের মধ্যে গুরুতর অবস্থায় দুইজনকে চুয়াডাঙ্গা সদর হাসপাতালে পাঠানো হয়েছে বলে জানিয়েছেন চিকিৎসকরা। [821,416,1219,442]
doctor-list [822,1715,1018,1906]
doctor-card [1430,1900,1628,1932]
mowk-logo-icon [25,1845,65,1885]
